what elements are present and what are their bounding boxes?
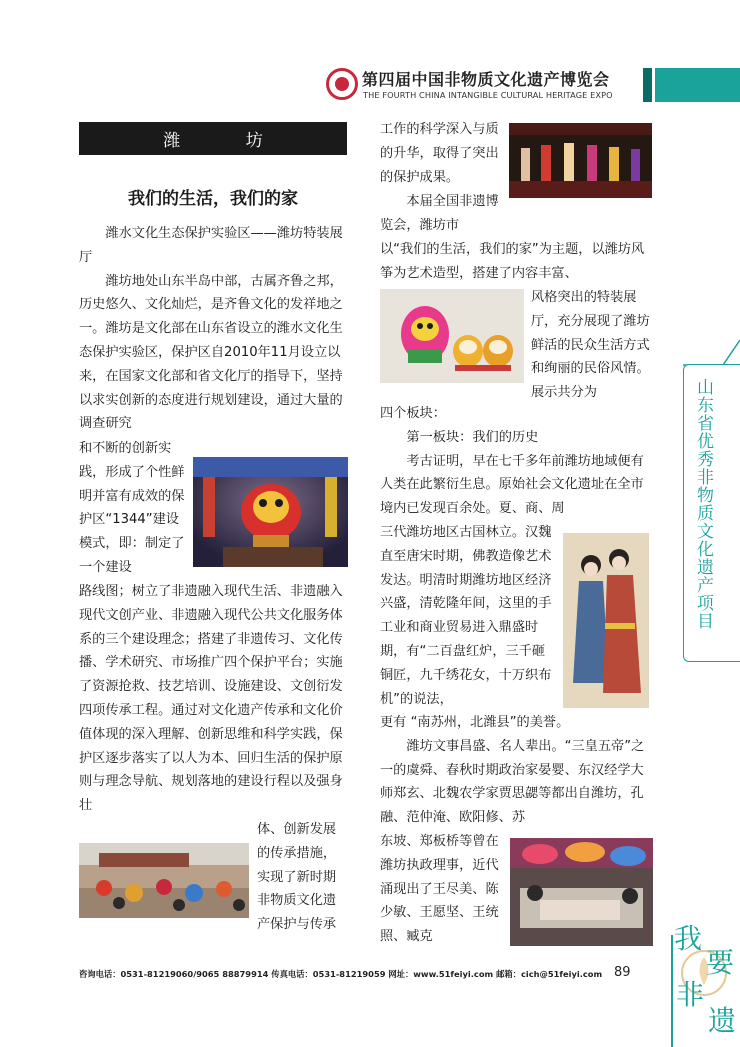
page-number: 89	[614, 965, 631, 980]
body-paragraph: 工作的科学深入与质的升华，取得了突出的保护成果。	[380, 122, 499, 185]
folk-dance-photo	[79, 843, 249, 918]
right-text-block-main	[380, 402, 652, 521]
side-category-label: 山东省优秀非物质文化遗产项目	[693, 378, 713, 630]
right-text-block-people	[380, 711, 652, 830]
right-text-block-top	[380, 118, 502, 189]
body-paragraph-narrow: 和不断的创新实践，形成了个性鲜明并富有成效的保护区“1344”建设模式，即：制定了一个建设	[79, 441, 185, 575]
brand-char: 我	[674, 922, 703, 955]
kite-exhibition-photo	[193, 457, 348, 567]
left-text-block-2	[79, 580, 349, 818]
intro-paragraph: 潍水文化生态保护实验区——潍坊特装展厅	[79, 226, 343, 265]
left-text-block-1	[79, 222, 349, 436]
body-paragraph: 以“我们的生活，我们的家”为主题，以潍坊风筝为艺术造型，搭建了内容丰富、	[380, 242, 645, 281]
footer-contact: 咨询电话：0531-81219060/9065 88879914 传真电话：0531-81219059 网址：www.51feiyi.com 邮箱：cich@51feiyi.com	[79, 969, 603, 979]
right-text-block-narrow-2	[380, 830, 504, 949]
craft-workshop-photo	[510, 838, 653, 946]
section-banner: 潍 坊	[79, 122, 347, 155]
body-paragraph: 潍坊文事昌盛、名人辈出。“三皇五帝”之一的虞舜、春秋时期政治家晏婴、东汉经学大师郑玄、北魏农学家贾思勰等都出自潍坊，孔融、范仲淹、欧阳修、苏	[380, 738, 645, 826]
header-accent-bar	[655, 68, 740, 102]
block-heading: 第一板块：我们的历史	[406, 429, 539, 445]
article-title: 我们的生活，我们的家	[128, 189, 298, 209]
body-paragraph: 风格突出的特装展厅，充分展现了潍坊鲜活的民众生活方式和绚丽的民俗风情。展示共分为	[531, 290, 650, 401]
brand-char: 遗	[708, 1004, 737, 1037]
right-text-block-expo-a	[380, 190, 508, 238]
body-paragraph: 路线图；树立了非遗融入现代生活、非遗融入现代文创产业、非遗融入现代公共文化服务体系的三个建设理念；搭建了非遗传习、文化传播、学术研究、市场推广四个保护平台；实施了资源抢救、技艺培训、设施建设、文创衍发四项传承工程。通过对文化遗产传承和文化价值体现的深入理解、创新思维和科学实践，保护区逐步落实了以人为本、回归生活的保护原则与理念导航、规划落地的建设行程以及强身壮	[79, 584, 343, 814]
expo-title-en: THE FOURTH CHINA INTANGIBLE CULTURAL HERITAGE EXPO	[363, 90, 613, 100]
opera-stage-photo	[509, 123, 652, 198]
brand-char: 要	[706, 946, 735, 979]
expo-logo	[326, 68, 358, 100]
body-paragraph: 东坡、郑板桥等曾在潍坊执政理事，近代涌现出了王尽美、陈少敏、王愿坚、王统照、臧克	[380, 834, 499, 945]
brand-char: 非	[676, 978, 705, 1011]
right-text-block-expo-c	[531, 286, 652, 405]
body-paragraph: 潍坊地处山东半岛中部，古属齐鲁之邦，历史悠久、文化灿烂，是齐鲁文化的发祥地之一。潍坊是文化部在山东省设立的潍水文化生态保护实验区，保护区自2010年11月设立以来，在国家文化部和省文化厅的指导下，坚持以求实创新的态度进行规划建设，通过大量的调查研究	[79, 273, 343, 432]
right-text-block-expo-b	[380, 238, 652, 286]
folk-tiger-toys-photo	[380, 289, 524, 383]
header-accent-bar-dark	[643, 68, 652, 102]
left-text-block-narrow	[79, 437, 187, 580]
expo-title-cn: 第四届中国非物质文化遗产博览会	[362, 70, 610, 89]
body-paragraph: 四个板块：	[380, 406, 446, 421]
body-paragraph: 考古证明，早在七千多年前潍坊地域便有人类在此繁衍生息。原始社会文化遗址在全市境内已发现百余处。夏、商、周	[380, 453, 644, 517]
side-tab-connector	[683, 340, 740, 366]
body-paragraph: 本届全国非遗博览会，潍坊市	[380, 194, 499, 233]
body-paragraph: 三代潍坊地区古国林立。汉魏直至唐宋时期，佛教造像艺术发达。明清时期潍坊地区经济兴盛，清乾隆年间，这里的手工业和商业贸易进入鼎盛时期，有“二百盘红炉，三千砸铜匠，九千绣花女，十万织布机”的说法，	[380, 525, 552, 707]
right-text-block-narrow	[380, 521, 558, 711]
brand-mark	[668, 915, 740, 1047]
left-text-block-narrow-2	[257, 818, 349, 937]
body-paragraph-narrow: 体、创新发展的传承措施，实现了新时期非物质文化遗产保护与传承	[257, 822, 337, 933]
body-paragraph: 更有 “南苏州，北潍县”的美誉。	[380, 715, 570, 730]
folk-painting-photo	[563, 533, 649, 708]
